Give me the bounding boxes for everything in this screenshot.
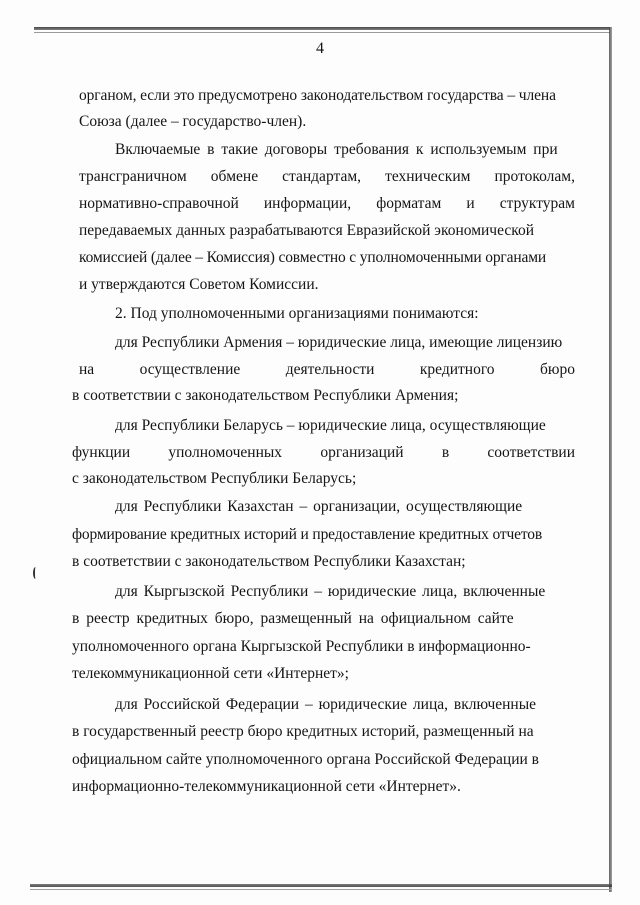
word: бюро <box>539 361 575 378</box>
text-line-20: в реестр кредитных бюро, размещенный на официальном сайте <box>72 610 514 627</box>
text-line-18: в соответствии с законодательством Республики Казахстан; <box>72 553 466 570</box>
word: соответствии <box>487 444 575 461</box>
text-line-21: уполномоченного органа Кыргызской Республики в информационно- <box>72 638 531 655</box>
text-line-4 <box>79 167 575 187</box>
text-line-10: для Республики Армения – юридические лица, имеющие лицензию <box>115 334 563 351</box>
scan-border-bottom <box>30 884 612 887</box>
word: трансграничном <box>79 168 187 185</box>
word: структурам <box>499 195 575 212</box>
text-line-3: Включаемые в такие договоры требования к используемым при <box>115 141 558 158</box>
text-line-12: в соответствии с законодательством Республики Армения; <box>72 387 459 404</box>
text-line-16: для Республики Казахстан – организации, осуществляющие <box>115 498 523 515</box>
word: деятельности <box>285 361 375 378</box>
text-line-22: телекоммуникационной сети «Интернет»; <box>72 665 349 682</box>
text-line-8: и утверждаются Советом Комиссии. <box>79 276 319 293</box>
text-line-2: Союза (далее – государство-член). <box>79 113 307 130</box>
text-line-17: формирование кредитных историй и предоставление кредитных отчетов <box>72 526 543 543</box>
word: обмене <box>210 168 259 185</box>
word: в <box>441 444 450 461</box>
word: кредитного <box>419 361 495 378</box>
scan-artifact-mark <box>33 567 38 579</box>
text-line-9: 2. Под уполномоченными организациями понимаются: <box>115 305 479 322</box>
text-line-11 <box>79 360 575 380</box>
text-line-13: для Республики Беларусь – юридические лица, осуществляющие <box>115 417 546 434</box>
text-line-19: для Кыргызской Республики – юридические лица, включенные <box>115 583 546 600</box>
word: функции <box>72 444 131 461</box>
word: стандартам, <box>282 168 362 185</box>
text-line-5 <box>79 194 575 214</box>
word: уполномоченных <box>168 444 283 461</box>
text-line-23: для Российской Федерации – юридические лица, включенные <box>115 696 537 713</box>
word: информации, <box>263 195 352 212</box>
scan-border-right <box>609 27 612 892</box>
text-line-7: комиссией (далее – Комиссия) совместно с уполномоченными органами <box>79 249 547 266</box>
text-line-24: в государственный реестр бюро кредитных историй, размещенный на <box>72 723 534 740</box>
scan-border-top-thin <box>34 32 610 33</box>
scan-border-top <box>34 27 610 30</box>
word: и <box>466 195 475 212</box>
text-line-1: органом, если это предусмотрено законодательством государства – члена <box>79 87 556 104</box>
scan-border-bottom-thin <box>30 889 612 890</box>
word: протоколам, <box>494 168 575 185</box>
word: осуществление <box>139 361 241 378</box>
page-number: 4 <box>316 40 324 57</box>
text-line-14 <box>72 443 575 463</box>
word: нормативно-справочной <box>79 195 239 212</box>
text-line-26: информационно-телекоммуникационной сети «Интернет». <box>72 778 461 795</box>
word: техническим <box>385 168 471 185</box>
text-line-6: передаваемых данных разрабатываются Евразийской экономической <box>79 222 535 239</box>
word: организаций <box>320 444 404 461</box>
word: форматам <box>376 195 442 212</box>
text-line-25: официальном сайте уполномоченного органа Российской Федерации в <box>72 751 539 768</box>
word: на <box>79 361 95 378</box>
text-line-15: с законодательством Республики Беларусь; <box>72 470 357 487</box>
